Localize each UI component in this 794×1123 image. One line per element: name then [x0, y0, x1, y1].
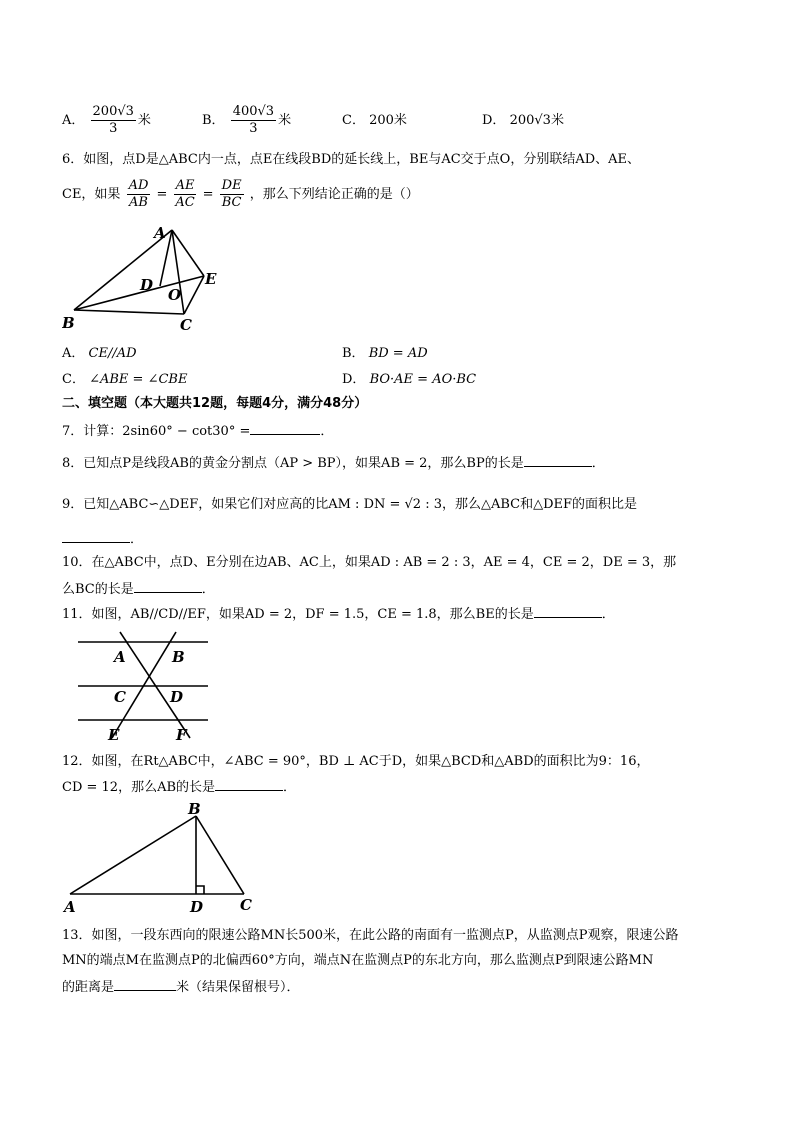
fraction — [231, 104, 276, 137]
denominator: BC — [221, 195, 242, 210]
q12-line2 — [62, 776, 296, 798]
q8-text: 8．已知点P是线段AB的黄金分割点（AP > BP），如果AB = 2，那么BP的长是 — [62, 456, 524, 471]
option-label: A． — [62, 346, 85, 361]
q5-option-b — [202, 104, 291, 137]
fraction — [220, 178, 244, 211]
period: ． — [130, 532, 144, 547]
q6-option-a — [62, 344, 137, 364]
q5-option-d — [482, 111, 564, 131]
option-label: B． — [342, 346, 365, 361]
period: ． — [201, 582, 215, 597]
q13-text: 米（结果保留根号）． — [176, 980, 300, 995]
q6-line2 — [62, 178, 419, 211]
q6-option-d — [342, 370, 476, 390]
q13-line2: MN的端点M在监测点P的北偏西60°方向，端点N在监测点P的东北方向，那么监测点P到限速公路MN — [62, 953, 654, 968]
point-label-d: D — [140, 276, 154, 294]
point-label-o: O — [168, 286, 182, 304]
denominator: AC — [175, 195, 195, 210]
q10-text: 么BC的长是 — [62, 582, 134, 597]
option-label: A． — [62, 113, 85, 128]
option-text: CE//AD — [88, 346, 137, 361]
answer-blank[interactable] — [114, 976, 176, 991]
q11 — [62, 603, 615, 625]
point-label-a: A — [154, 224, 166, 242]
answer-blank[interactable] — [250, 420, 320, 435]
q12-figure — [60, 800, 260, 918]
option-text: ∠ABE = ∠CBE — [89, 372, 188, 387]
answer-blank[interactable] — [215, 776, 283, 791]
q6-figure — [62, 222, 232, 334]
equals-sign: = — [156, 187, 168, 202]
denominator: 3 — [109, 121, 118, 136]
q6-text: CE，如果 — [62, 187, 121, 202]
q6-option-b — [342, 344, 428, 364]
option-text: 200米 — [369, 113, 407, 128]
point-label-b: B — [188, 800, 201, 818]
section-heading: 二、填空题（本大题共12题，每题4分，满分48分） — [62, 396, 368, 411]
denominator: 3 — [249, 121, 258, 136]
q7 — [62, 420, 333, 442]
q7-text: 7．计算：2sin60° − cot30° = — [62, 424, 251, 439]
period: ． — [601, 607, 615, 622]
period: ． — [283, 780, 297, 795]
option-text: BO·AE = AO·BC — [369, 372, 477, 387]
option-text: BD = AD — [368, 346, 428, 361]
point-label-d: D — [170, 688, 184, 706]
q5-option-c — [342, 111, 407, 131]
answer-blank[interactable] — [534, 603, 602, 618]
q12-line1: 12．如图，在Rt△ABC中，∠ABC = 90°，BD ⊥ AC于D，如果△BCD和△ABD的面积比为9：16， — [62, 754, 650, 769]
fraction — [91, 104, 136, 137]
denominator: AB — [129, 195, 148, 210]
numerator: AE — [175, 178, 195, 193]
equals-sign: = — [202, 187, 214, 202]
numerator: 400√3 — [232, 104, 275, 119]
option-text: 200√3米 — [509, 113, 564, 128]
period: ． — [591, 456, 605, 471]
point-label-c: C — [180, 316, 192, 334]
numerator: 200√3 — [92, 104, 134, 119]
q13-text: 的距离是 — [62, 980, 115, 995]
point-label-b: B — [172, 648, 185, 666]
point-label-c: C — [114, 688, 126, 706]
point-label-e: E — [205, 270, 217, 288]
point-label-a: A — [114, 648, 126, 666]
period: ． — [320, 424, 334, 439]
numerator: AD — [128, 178, 149, 193]
q6-line1: 6．如图，点D是△ABC内一点，点E在线段BD的延长线上，BE与AC交于点O，分别联结AD、AE、 — [62, 152, 641, 167]
option-label: D． — [482, 113, 506, 128]
q11-figure — [74, 630, 214, 742]
point-label-a: A — [64, 898, 76, 916]
fraction — [174, 178, 197, 211]
q5-option-a — [62, 104, 151, 137]
answer-blank[interactable] — [134, 578, 202, 593]
unit: 米 — [278, 113, 292, 128]
answer-blank[interactable] — [524, 452, 592, 467]
option-label: C． — [342, 113, 365, 128]
q9-line1: 9．已知△ABC∽△DEF，如果它们对应高的比AM : DN = √2 : 3，那么△ABC和△DEF的面积比是 — [62, 497, 638, 512]
q6-option-c — [62, 370, 187, 390]
q10-line1: 10．在△ABC中，点D、E分别在边AB、AC上，如果AD : AB = 2 : 3，AE = 4，CE = 2，DE = 3，那 — [62, 555, 677, 570]
numerator: DE — [221, 178, 242, 193]
q13-line1: 13．如图，一段东西向的限速公路MN长500米，在此公路的南面有一监测点P，从监测点P观察，限速公路 — [62, 928, 679, 943]
point-label-e: E — [108, 726, 120, 742]
fraction — [127, 178, 151, 211]
unit: 米 — [137, 113, 151, 128]
point-label-b: B — [62, 314, 75, 332]
option-label: B． — [202, 113, 225, 128]
q11-text: 11．如图，AB//CD//EF，如果AD = 2，DF = 1.5，CE = 1.8，那么BE的长是 — [62, 607, 534, 622]
point-label-f: F — [176, 726, 187, 742]
q6-text: ，那么下列结论正确的是（） — [249, 187, 419, 202]
q12-text: CD = 12，那么AB的长是 — [62, 780, 216, 795]
q8 — [62, 452, 605, 474]
point-label-c: C — [240, 896, 252, 914]
q13-line3 — [62, 976, 300, 998]
point-label-d: D — [190, 898, 204, 916]
q9-line2 — [62, 528, 143, 550]
option-label: D． — [342, 372, 366, 387]
option-label: C． — [62, 372, 85, 387]
q10-line2 — [62, 578, 215, 600]
answer-blank[interactable] — [62, 528, 130, 543]
